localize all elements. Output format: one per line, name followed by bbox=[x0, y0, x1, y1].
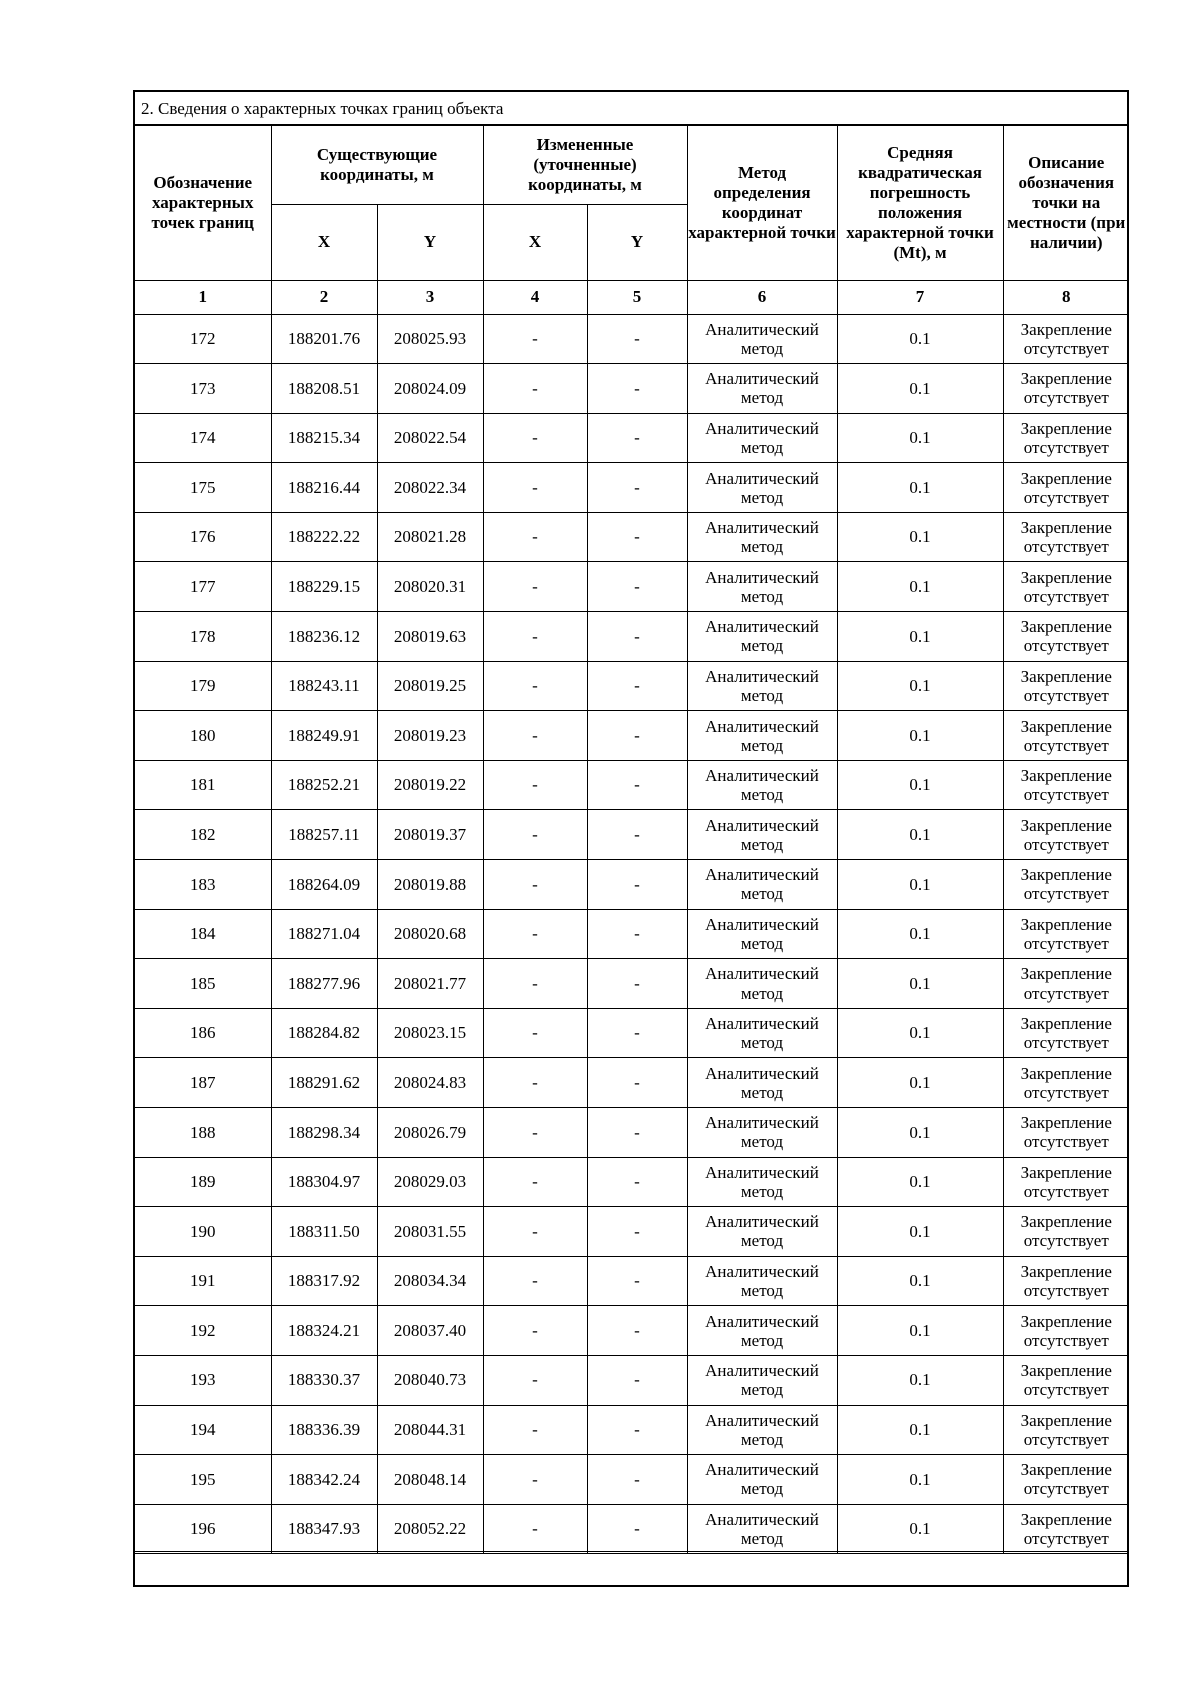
accuracy-cell: 0.1 bbox=[837, 413, 1003, 463]
method-cell: Аналитический метод bbox=[687, 1157, 837, 1207]
method-cell: Аналитический метод bbox=[687, 562, 837, 612]
table-row bbox=[135, 760, 1129, 810]
point-cell: 191 bbox=[135, 1256, 271, 1306]
table-row bbox=[135, 860, 1129, 910]
table-row bbox=[135, 661, 1129, 711]
point-cell: 172 bbox=[135, 314, 271, 364]
x-changed-cell: - bbox=[483, 512, 587, 562]
point-cell: 195 bbox=[135, 1455, 271, 1505]
y-existing-cell: 208019.25 bbox=[377, 661, 483, 711]
table-row bbox=[135, 1504, 1129, 1554]
header-existing-coordinates: Существующие координаты, м bbox=[271, 126, 483, 204]
table-row bbox=[135, 1207, 1129, 1257]
description-cell: Закрепление отсутствует bbox=[1003, 413, 1129, 463]
description-cell: Закрепление отсутствует bbox=[1003, 314, 1129, 364]
y-changed-cell: - bbox=[587, 1455, 687, 1505]
column-number: 4 bbox=[483, 280, 587, 314]
method-cell: Аналитический метод bbox=[687, 1355, 837, 1405]
y-existing-cell: 208025.93 bbox=[377, 314, 483, 364]
x-existing-cell: 188324.21 bbox=[271, 1306, 377, 1356]
accuracy-cell: 0.1 bbox=[837, 562, 1003, 612]
point-cell: 181 bbox=[135, 760, 271, 810]
y-existing-cell: 208020.68 bbox=[377, 909, 483, 959]
table-row bbox=[135, 810, 1129, 860]
y-changed-cell: - bbox=[587, 463, 687, 513]
table-row bbox=[135, 711, 1129, 761]
method-cell: Аналитический метод bbox=[687, 1504, 837, 1554]
x-changed-cell: - bbox=[483, 413, 587, 463]
accuracy-cell: 0.1 bbox=[837, 1157, 1003, 1207]
method-cell: Аналитический метод bbox=[687, 512, 837, 562]
y-existing-cell: 208023.15 bbox=[377, 1008, 483, 1058]
y-existing-cell: 208019.37 bbox=[377, 810, 483, 860]
method-cell: Аналитический метод bbox=[687, 1306, 837, 1356]
table-row bbox=[135, 364, 1129, 414]
x-existing-cell: 188311.50 bbox=[271, 1207, 377, 1257]
table-footer-space bbox=[135, 1551, 1127, 1585]
point-cell: 196 bbox=[135, 1504, 271, 1554]
x-existing-cell: 188317.92 bbox=[271, 1256, 377, 1306]
method-cell: Аналитический метод bbox=[687, 1058, 837, 1108]
description-cell: Закрепление отсутствует bbox=[1003, 1108, 1129, 1158]
y-changed-cell: - bbox=[587, 364, 687, 414]
point-cell: 174 bbox=[135, 413, 271, 463]
accuracy-cell: 0.1 bbox=[837, 364, 1003, 414]
y-changed-cell: - bbox=[587, 760, 687, 810]
x-changed-cell: - bbox=[483, 1008, 587, 1058]
x-changed-cell: - bbox=[483, 810, 587, 860]
accuracy-cell: 0.1 bbox=[837, 661, 1003, 711]
table-row bbox=[135, 1405, 1129, 1455]
point-cell: 180 bbox=[135, 711, 271, 761]
column-number: 6 bbox=[687, 280, 837, 314]
description-cell: Закрепление отсутствует bbox=[1003, 612, 1129, 662]
method-cell: Аналитический метод bbox=[687, 760, 837, 810]
description-cell: Закрепление отсутствует bbox=[1003, 1008, 1129, 1058]
accuracy-cell: 0.1 bbox=[837, 1008, 1003, 1058]
accuracy-cell: 0.1 bbox=[837, 760, 1003, 810]
x-changed-cell: - bbox=[483, 314, 587, 364]
method-cell: Аналитический метод bbox=[687, 959, 837, 1009]
y-changed-cell: - bbox=[587, 512, 687, 562]
y-existing-cell: 208022.34 bbox=[377, 463, 483, 513]
table-row bbox=[135, 612, 1129, 662]
y-existing-cell: 208024.09 bbox=[377, 364, 483, 414]
method-cell: Аналитический метод bbox=[687, 1405, 837, 1455]
point-cell: 178 bbox=[135, 612, 271, 662]
table-row bbox=[135, 463, 1129, 513]
y-existing-cell: 208029.03 bbox=[377, 1157, 483, 1207]
y-existing-cell: 208048.14 bbox=[377, 1455, 483, 1505]
point-cell: 193 bbox=[135, 1355, 271, 1405]
section-title: 2. Сведения о характерных точках границ объекта bbox=[135, 92, 1127, 126]
y-existing-cell: 208019.22 bbox=[377, 760, 483, 810]
accuracy-cell: 0.1 bbox=[837, 860, 1003, 910]
accuracy-cell: 0.1 bbox=[837, 1058, 1003, 1108]
y-existing-cell: 208019.23 bbox=[377, 711, 483, 761]
header-x-existing: X bbox=[271, 204, 377, 280]
method-cell: Аналитический метод bbox=[687, 1207, 837, 1257]
method-cell: Аналитический метод bbox=[687, 810, 837, 860]
x-changed-cell: - bbox=[483, 1306, 587, 1356]
accuracy-cell: 0.1 bbox=[837, 959, 1003, 1009]
y-existing-cell: 208026.79 bbox=[377, 1108, 483, 1158]
x-existing-cell: 188291.62 bbox=[271, 1058, 377, 1108]
point-cell: 192 bbox=[135, 1306, 271, 1356]
description-cell: Закрепление отсутствует bbox=[1003, 711, 1129, 761]
method-cell: Аналитический метод bbox=[687, 711, 837, 761]
description-cell: Закрепление отсутствует bbox=[1003, 1455, 1129, 1505]
y-existing-cell: 208019.63 bbox=[377, 612, 483, 662]
table-row bbox=[135, 562, 1129, 612]
point-cell: 186 bbox=[135, 1008, 271, 1058]
x-changed-cell: - bbox=[483, 612, 587, 662]
method-cell: Аналитический метод bbox=[687, 1256, 837, 1306]
y-existing-cell: 208040.73 bbox=[377, 1355, 483, 1405]
method-cell: Аналитический метод bbox=[687, 314, 837, 364]
point-cell: 173 bbox=[135, 364, 271, 414]
table-row bbox=[135, 1058, 1129, 1108]
x-changed-cell: - bbox=[483, 1504, 587, 1554]
x-existing-cell: 188277.96 bbox=[271, 959, 377, 1009]
point-cell: 184 bbox=[135, 909, 271, 959]
description-cell: Закрепление отсутствует bbox=[1003, 1355, 1129, 1405]
accuracy-cell: 0.1 bbox=[837, 1455, 1003, 1505]
x-changed-cell: - bbox=[483, 1207, 587, 1257]
column-number: 3 bbox=[377, 280, 483, 314]
header-y-existing: Y bbox=[377, 204, 483, 280]
y-existing-cell: 208037.40 bbox=[377, 1306, 483, 1356]
description-cell: Закрепление отсутствует bbox=[1003, 364, 1129, 414]
description-cell: Закрепление отсутствует bbox=[1003, 760, 1129, 810]
accuracy-cell: 0.1 bbox=[837, 1207, 1003, 1257]
description-cell: Закрепление отсутствует bbox=[1003, 562, 1129, 612]
x-changed-cell: - bbox=[483, 1355, 587, 1405]
y-existing-cell: 208034.34 bbox=[377, 1256, 483, 1306]
header-method: Метод определения координат характерной точки bbox=[687, 126, 837, 280]
y-changed-cell: - bbox=[587, 1306, 687, 1356]
header-description: Описание обозначения точки на местности (при наличии) bbox=[1003, 126, 1129, 280]
description-cell: Закрепление отсутствует bbox=[1003, 1157, 1129, 1207]
table-row bbox=[135, 1355, 1129, 1405]
method-cell: Аналитический метод bbox=[687, 909, 837, 959]
accuracy-cell: 0.1 bbox=[837, 314, 1003, 364]
method-cell: Аналитический метод bbox=[687, 413, 837, 463]
description-cell: Закрепление отсутствует bbox=[1003, 1306, 1129, 1356]
y-changed-cell: - bbox=[587, 1256, 687, 1306]
x-existing-cell: 188342.24 bbox=[271, 1455, 377, 1505]
x-existing-cell: 188257.11 bbox=[271, 810, 377, 860]
y-existing-cell: 208021.77 bbox=[377, 959, 483, 1009]
table-row bbox=[135, 959, 1129, 1009]
boundary-points-table bbox=[135, 126, 1129, 1554]
y-existing-cell: 208022.54 bbox=[377, 413, 483, 463]
method-cell: Аналитический метод bbox=[687, 661, 837, 711]
accuracy-cell: 0.1 bbox=[837, 612, 1003, 662]
y-changed-cell: - bbox=[587, 314, 687, 364]
x-existing-cell: 188284.82 bbox=[271, 1008, 377, 1058]
x-changed-cell: - bbox=[483, 860, 587, 910]
x-existing-cell: 188215.34 bbox=[271, 413, 377, 463]
point-cell: 179 bbox=[135, 661, 271, 711]
description-cell: Закрепление отсутствует bbox=[1003, 810, 1129, 860]
accuracy-cell: 0.1 bbox=[837, 1504, 1003, 1554]
description-cell: Закрепление отсутствует bbox=[1003, 860, 1129, 910]
x-existing-cell: 188304.97 bbox=[271, 1157, 377, 1207]
table-header bbox=[135, 126, 1129, 314]
y-changed-cell: - bbox=[587, 612, 687, 662]
accuracy-cell: 0.1 bbox=[837, 711, 1003, 761]
x-changed-cell: - bbox=[483, 1405, 587, 1455]
x-existing-cell: 188298.34 bbox=[271, 1108, 377, 1158]
x-changed-cell: - bbox=[483, 661, 587, 711]
y-changed-cell: - bbox=[587, 711, 687, 761]
y-changed-cell: - bbox=[587, 1504, 687, 1554]
y-existing-cell: 208031.55 bbox=[377, 1207, 483, 1257]
table-row bbox=[135, 314, 1129, 364]
column-number: 7 bbox=[837, 280, 1003, 314]
y-changed-cell: - bbox=[587, 1157, 687, 1207]
y-existing-cell: 208019.88 bbox=[377, 860, 483, 910]
x-existing-cell: 188252.21 bbox=[271, 760, 377, 810]
x-existing-cell: 188271.04 bbox=[271, 909, 377, 959]
point-cell: 194 bbox=[135, 1405, 271, 1455]
y-changed-cell: - bbox=[587, 860, 687, 910]
x-changed-cell: - bbox=[483, 1256, 587, 1306]
y-changed-cell: - bbox=[587, 1405, 687, 1455]
table-row bbox=[135, 1108, 1129, 1158]
point-cell: 182 bbox=[135, 810, 271, 860]
x-existing-cell: 188264.09 bbox=[271, 860, 377, 910]
header-accuracy: Средняя квадратическая погрешность положения характерной точки (Mt), м bbox=[837, 126, 1003, 280]
x-existing-cell: 188243.11 bbox=[271, 661, 377, 711]
accuracy-cell: 0.1 bbox=[837, 909, 1003, 959]
method-cell: Аналитический метод bbox=[687, 364, 837, 414]
x-changed-cell: - bbox=[483, 909, 587, 959]
table-row bbox=[135, 1256, 1129, 1306]
description-cell: Закрепление отсутствует bbox=[1003, 1058, 1129, 1108]
point-cell: 183 bbox=[135, 860, 271, 910]
point-cell: 185 bbox=[135, 959, 271, 1009]
accuracy-cell: 0.1 bbox=[837, 463, 1003, 513]
description-cell: Закрепление отсутствует bbox=[1003, 1207, 1129, 1257]
y-changed-cell: - bbox=[587, 810, 687, 860]
header-changed-coordinates: Измененные (уточненные) координаты, м bbox=[483, 126, 687, 204]
y-existing-cell: 208024.83 bbox=[377, 1058, 483, 1108]
accuracy-cell: 0.1 bbox=[837, 1306, 1003, 1356]
point-cell: 175 bbox=[135, 463, 271, 513]
y-changed-cell: - bbox=[587, 562, 687, 612]
y-changed-cell: - bbox=[587, 1355, 687, 1405]
x-existing-cell: 188236.12 bbox=[271, 612, 377, 662]
accuracy-cell: 0.1 bbox=[837, 1355, 1003, 1405]
point-cell: 187 bbox=[135, 1058, 271, 1108]
description-cell: Закрепление отсутствует bbox=[1003, 909, 1129, 959]
method-cell: Аналитический метод bbox=[687, 612, 837, 662]
table-row bbox=[135, 413, 1129, 463]
description-cell: Закрепление отсутствует bbox=[1003, 1405, 1129, 1455]
x-existing-cell: 188208.51 bbox=[271, 364, 377, 414]
method-cell: Аналитический метод bbox=[687, 860, 837, 910]
accuracy-cell: 0.1 bbox=[837, 810, 1003, 860]
x-changed-cell: - bbox=[483, 463, 587, 513]
y-changed-cell: - bbox=[587, 959, 687, 1009]
x-changed-cell: - bbox=[483, 562, 587, 612]
point-cell: 188 bbox=[135, 1108, 271, 1158]
accuracy-cell: 0.1 bbox=[837, 512, 1003, 562]
y-changed-cell: - bbox=[587, 909, 687, 959]
column-number: 5 bbox=[587, 280, 687, 314]
x-changed-cell: - bbox=[483, 1058, 587, 1108]
point-cell: 176 bbox=[135, 512, 271, 562]
y-changed-cell: - bbox=[587, 1207, 687, 1257]
column-numbers-row bbox=[135, 280, 1129, 314]
method-cell: Аналитический метод bbox=[687, 1008, 837, 1058]
x-existing-cell: 188229.15 bbox=[271, 562, 377, 612]
method-cell: Аналитический метод bbox=[687, 1455, 837, 1505]
accuracy-cell: 0.1 bbox=[837, 1108, 1003, 1158]
table-row bbox=[135, 1157, 1129, 1207]
description-cell: Закрепление отсутствует bbox=[1003, 959, 1129, 1009]
method-cell: Аналитический метод bbox=[687, 463, 837, 513]
column-number: 1 bbox=[135, 280, 271, 314]
header-y-changed: Y bbox=[587, 204, 687, 280]
table-row bbox=[135, 909, 1129, 959]
x-changed-cell: - bbox=[483, 1455, 587, 1505]
column-number: 8 bbox=[1003, 280, 1129, 314]
boundary-points-sheet bbox=[133, 90, 1129, 1587]
point-cell: 190 bbox=[135, 1207, 271, 1257]
x-existing-cell: 188222.22 bbox=[271, 512, 377, 562]
table-row bbox=[135, 1455, 1129, 1505]
description-cell: Закрепление отсутствует bbox=[1003, 1256, 1129, 1306]
x-existing-cell: 188201.76 bbox=[271, 314, 377, 364]
x-existing-cell: 188216.44 bbox=[271, 463, 377, 513]
header-x-changed: X bbox=[483, 204, 587, 280]
y-changed-cell: - bbox=[587, 1058, 687, 1108]
point-cell: 189 bbox=[135, 1157, 271, 1207]
description-cell: Закрепление отсутствует bbox=[1003, 512, 1129, 562]
x-changed-cell: - bbox=[483, 1157, 587, 1207]
x-changed-cell: - bbox=[483, 959, 587, 1009]
table-row bbox=[135, 1008, 1129, 1058]
accuracy-cell: 0.1 bbox=[837, 1405, 1003, 1455]
x-changed-cell: - bbox=[483, 1108, 587, 1158]
header-designation: Обозначение характерных точек границ bbox=[135, 126, 271, 280]
y-changed-cell: - bbox=[587, 1108, 687, 1158]
method-cell: Аналитический метод bbox=[687, 1108, 837, 1158]
y-existing-cell: 208021.28 bbox=[377, 512, 483, 562]
y-changed-cell: - bbox=[587, 1008, 687, 1058]
description-cell: Закрепление отсутствует bbox=[1003, 1504, 1129, 1554]
y-existing-cell: 208052.22 bbox=[377, 1504, 483, 1554]
description-cell: Закрепление отсутствует bbox=[1003, 463, 1129, 513]
y-changed-cell: - bbox=[587, 413, 687, 463]
point-cell: 177 bbox=[135, 562, 271, 612]
x-changed-cell: - bbox=[483, 711, 587, 761]
x-existing-cell: 188330.37 bbox=[271, 1355, 377, 1405]
x-changed-cell: - bbox=[483, 760, 587, 810]
y-existing-cell: 208020.31 bbox=[377, 562, 483, 612]
column-number: 2 bbox=[271, 280, 377, 314]
table-body bbox=[135, 314, 1129, 1554]
description-cell: Закрепление отсутствует bbox=[1003, 661, 1129, 711]
x-existing-cell: 188249.91 bbox=[271, 711, 377, 761]
x-existing-cell: 188347.93 bbox=[271, 1504, 377, 1554]
y-changed-cell: - bbox=[587, 661, 687, 711]
x-existing-cell: 188336.39 bbox=[271, 1405, 377, 1455]
y-existing-cell: 208044.31 bbox=[377, 1405, 483, 1455]
accuracy-cell: 0.1 bbox=[837, 1256, 1003, 1306]
x-changed-cell: - bbox=[483, 364, 587, 414]
table-row bbox=[135, 1306, 1129, 1356]
table-row bbox=[135, 512, 1129, 562]
